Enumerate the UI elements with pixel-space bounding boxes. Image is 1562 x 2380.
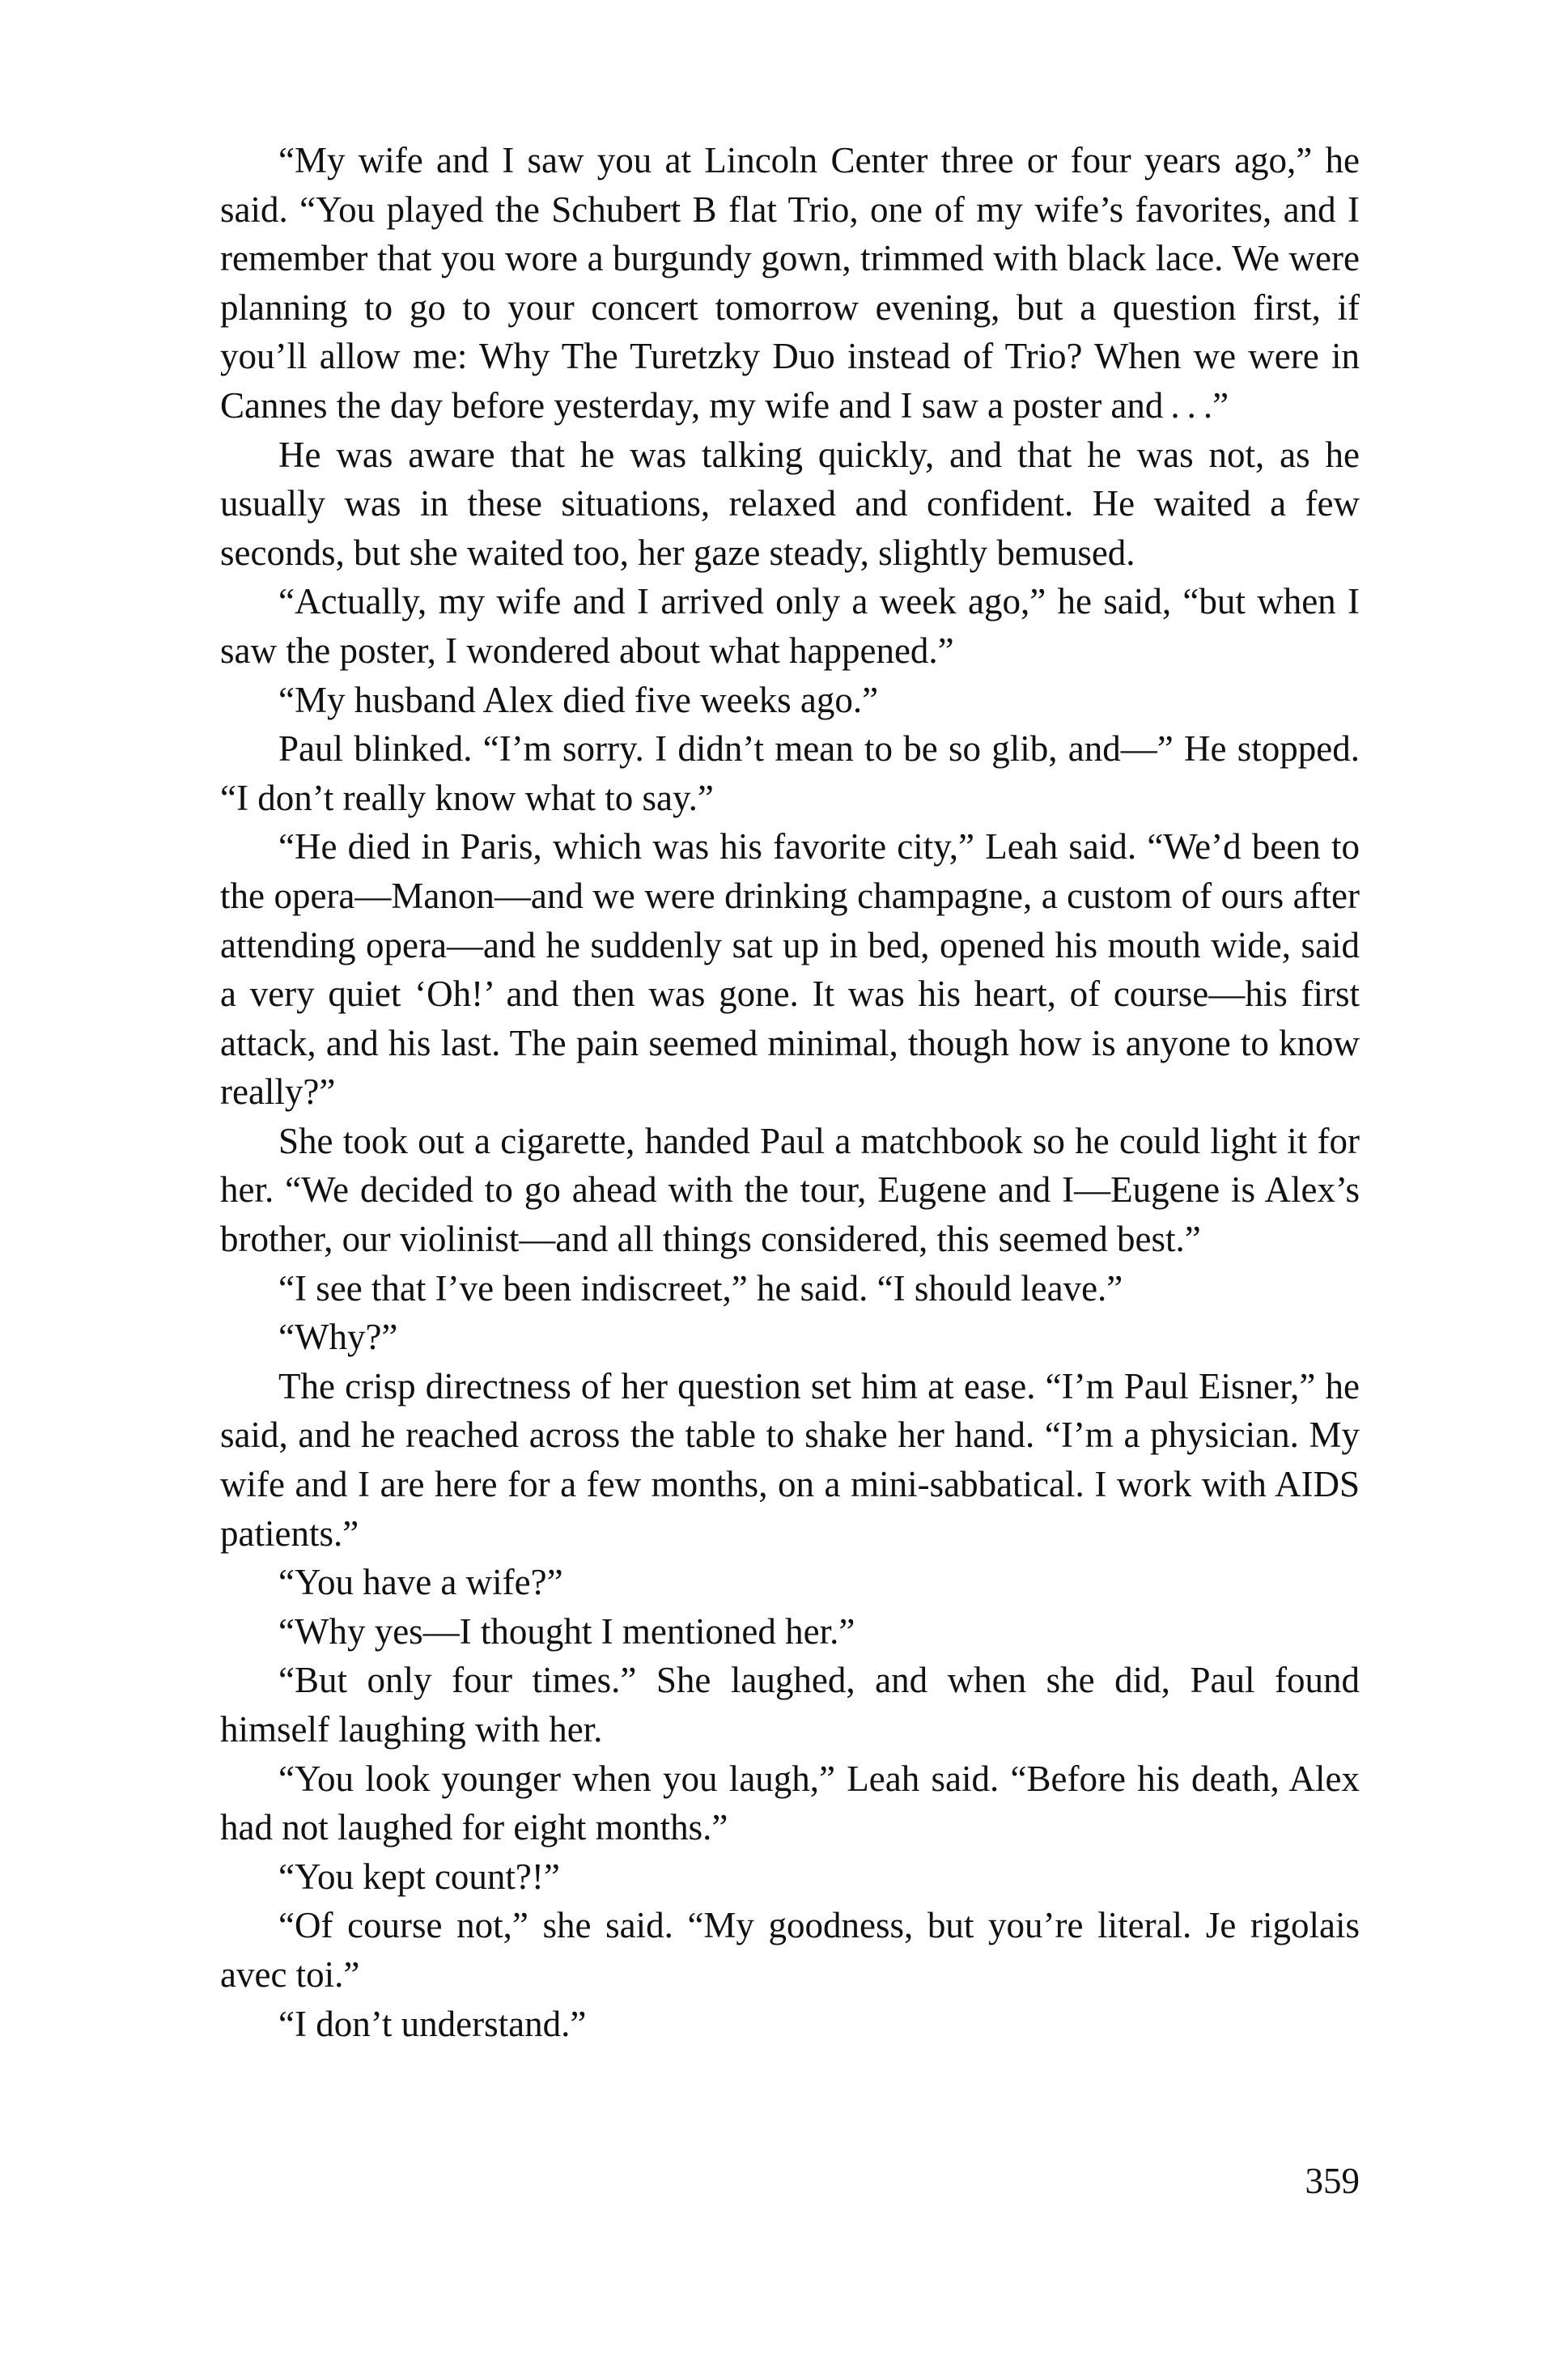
paragraph: “You kept count?!” [278,1856,560,1897]
paragraph: “My wife and I saw you at Lincoln Center three or four years ago,” he said. “You played the Schubert B flat Trio, one of my wife’s favorites, and I remember that you wore a burgundy gown, trimmed with black lace. We were planning to go to your concert tomorrow evening, but a question first, if you’ll allow me: Why The Turetzky Duo instead of Trio? When we were in Cannes the day before yesterday, my wife and I saw a poster and . . .” [220,140,1360,426]
paragraph: The crisp directness of her question set him at ease. “I’m Paul Eisner,” he said, and he reached across the table to shake her hand. “I’m a physician. My wife and I are here for a few months, on a mini-sabbatical. I work with AIDS patients.” [220,1365,1360,1554]
paragraph: “Of course not,” she said. “My goodness, but you’re literal. Je rigolais avec toi.” [220,1905,1360,1995]
paragraph: “He died in Paris, which was his favorite city,” Leah said. “We’d been to the opera—Manon—and we were drinking champagne, a custom of ours after attending opera—and he suddenly sat up in bed, opened his mouth wide, said a very quiet ‘Oh!’ and then was gone. It was his heart, of course—his first attack, and his last. The pain seemed minimal, though how is anyone to know really?” [220,826,1360,1113]
paragraph: “I see that I’ve been indiscreet,” he said. “I should leave.” [278,1267,1123,1309]
body-text [220,136,1360,2048]
paragraph: “But only four times.” She laughed, and when she did, Paul found himself laughing with her. [220,1660,1360,1750]
paragraph: “Why?” [278,1317,398,1358]
paragraph: He was aware that he was talking quickly, and that he was not, as he usually was in these situations, relaxed and confident. He waited a few seconds, but she waited too, her gaze steady, slightly bemused. [220,434,1360,573]
paragraph: “My husband Alex died five weeks ago.” [278,679,879,720]
paragraph: “You look younger when you laugh,” Leah said. “Before his death, Alex had not laughed for eight months.” [220,1758,1360,1848]
paragraph: “Actually, my wife and I arrived only a week ago,” he said, “but when I saw the poster, I wondered about what happened.” [220,581,1360,671]
paragraph: “Why yes—I thought I mentioned her.” [278,1610,855,1652]
paragraph: Paul blinked. “I’m sorry. I didn’t mean to be so glib, and—” He stopped. “I don’t really know what to say.” [220,728,1360,818]
paragraph: “I don’t understand.” [278,2003,587,2044]
paragraph: She took out a cigarette, handed Paul a matchbook so he could light it for her. “We decided to go ahead with the tour, Eugene and I—Eugene is Alex’s brother, our violinist—and all things considered, this seemed best.” [220,1120,1360,1260]
paragraph: “You have a wife?” [278,1562,563,1603]
page-number: 359 [1305,2161,1360,2201]
